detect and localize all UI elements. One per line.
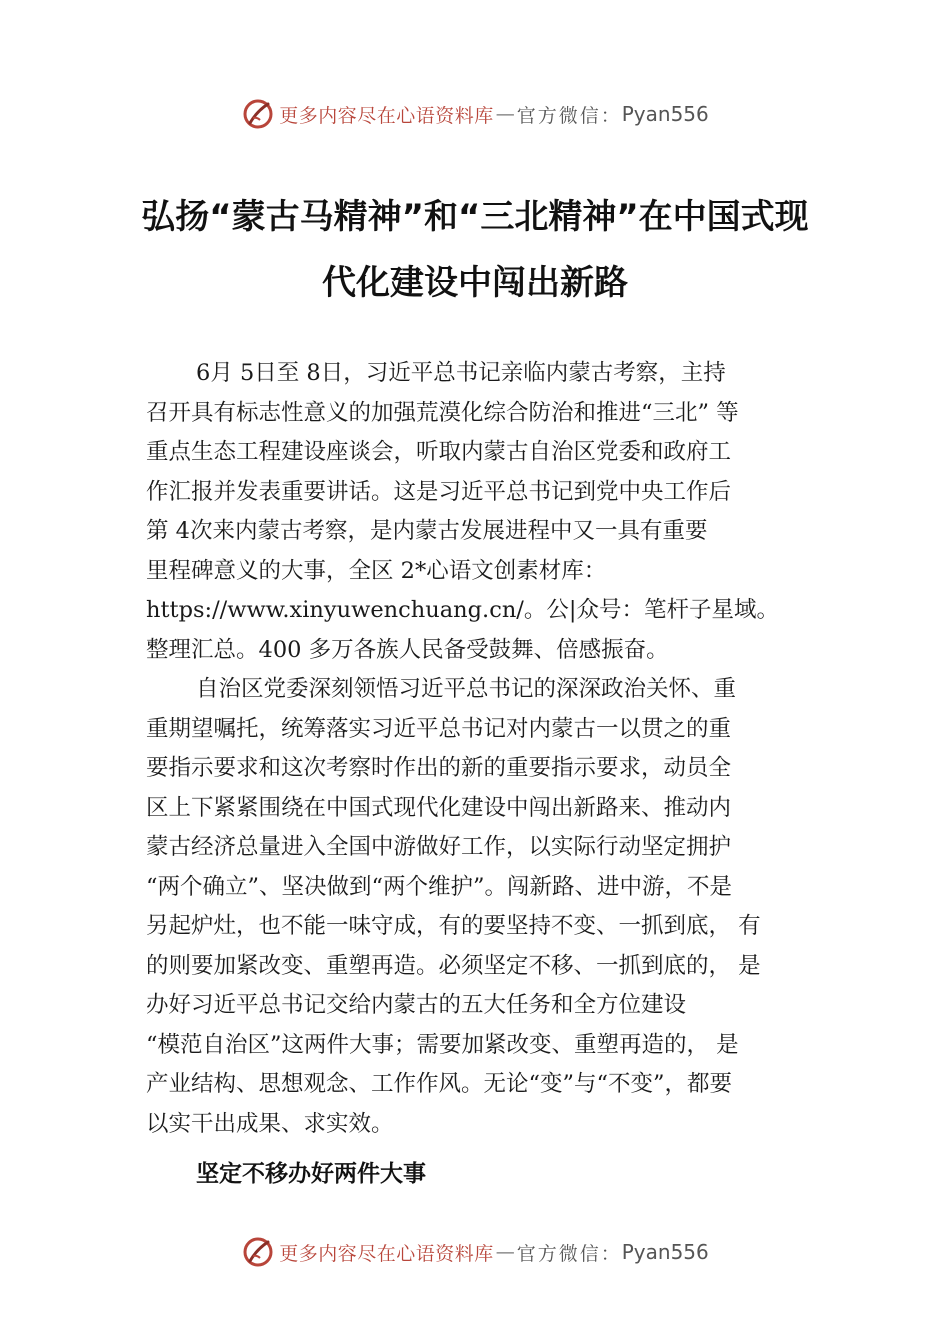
paragraph-1-line: 作汇报并发表重要讲话。这是习近平总书记到党中央工作后 xyxy=(146,478,732,505)
paragraph-2-line: “两个确立”、坚决做到“两个维护”。闯新路、进中游，不是 xyxy=(146,873,733,900)
watermark-brand: 更多内容尽在心语资料库 xyxy=(279,104,494,127)
watermark-brand: 更多内容尽在心语资料库 xyxy=(279,1242,494,1265)
article-body xyxy=(146,354,826,1144)
brush-logo-icon xyxy=(241,97,275,131)
section-heading: 坚定不移办好两件大事 xyxy=(196,1161,426,1187)
watermark-wechat-id: Pyan556 xyxy=(621,1240,709,1264)
paragraph-2-line: 要指示要求和这次考察时作出的新的重要指示要求，动员全 xyxy=(146,755,732,781)
title-line-1: 弘扬“蒙古马精神”和“三北精神”在中国式现 xyxy=(141,197,809,237)
paragraph-1-line: 第 4次来内蒙古考察，是内蒙古发展进程中又一具有重要 xyxy=(146,518,708,544)
paragraph-1-line: 整理汇总。400 多万各族人民备受鼓舞、倍感振奋。 xyxy=(146,636,669,663)
header-watermark xyxy=(0,94,950,134)
paragraph-1-line: https://www.xinyuwenchuang.cn/。公|众号：笔杆子星域。 xyxy=(146,597,779,623)
paragraph-2-line: 产业结构、思想观念、工作作风。无论“变”与“不变”，都要 xyxy=(146,1071,733,1097)
footer-watermark xyxy=(0,1232,950,1272)
document-title xyxy=(130,184,820,316)
brush-logo-icon xyxy=(241,1235,275,1269)
paragraph-2-line: 自治区党委深刻领悟习近平总书记的深深政治关怀、重 xyxy=(196,676,737,702)
paragraph-2-line: 的则要加紧改变、重塑再造。必须坚定不移、一抓到底的， 是 xyxy=(146,952,761,979)
paragraph-2-line: 办好习近平总书记交给内蒙古的五大任务和全方位建设 xyxy=(146,992,687,1018)
paragraph-1-line: 里程碑意义的大事，全区 2*心语文创素材库： xyxy=(146,557,607,584)
watermark-wechat-id: Pyan556 xyxy=(621,102,709,126)
paragraph-1-line: 重点生态工程建设座谈会，听取内蒙古自治区党委和政府工 xyxy=(146,439,732,465)
paragraph-1-line: 召开具有标志性意义的加强荒漠化综合防治和推进“三北” 等 xyxy=(146,399,739,426)
paragraph-2-line: 另起炉灶，也不能一味守成，有的要坚持不变、一抓到底， 有 xyxy=(146,913,761,939)
paragraph-2-line: 蒙古经济总量进入全国中游做好工作，以实际行动坚定拥护 xyxy=(146,834,732,860)
paragraph-2-line: 区上下紧紧围绕在中国式现代化建设中闯出新路来、推动内 xyxy=(146,794,732,821)
title-line-2: 代化建设中闯出新路 xyxy=(322,263,628,303)
paragraph-2-line: 重期望嘱托，统筹落实习近平总书记对内蒙古一以贯之的重 xyxy=(146,715,732,742)
watermark-label: 官方微信： xyxy=(516,104,622,127)
watermark-separator: — xyxy=(495,103,515,125)
watermark-label: 官方微信： xyxy=(516,1242,622,1265)
watermark-separator: — xyxy=(495,1241,515,1263)
paragraph-1-line: 6月 5日至 8日，习近平总书记亲临内蒙古考察，主持 xyxy=(196,360,726,386)
paragraph-2-line: 以实干出成果、求实效。 xyxy=(146,1110,394,1137)
paragraph-2-line: “模范自治区”这两件大事；需要加紧改变、重塑再造的， 是 xyxy=(146,1031,739,1058)
